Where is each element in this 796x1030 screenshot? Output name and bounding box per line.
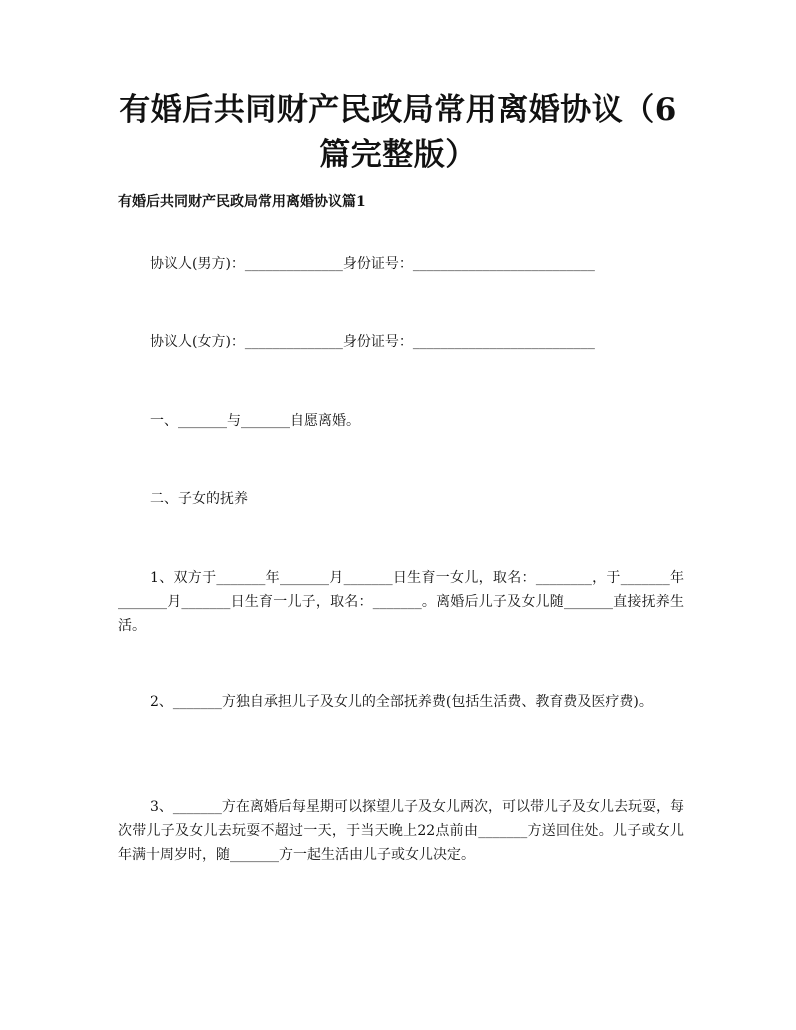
clause-child-support: 2、_______方独自承担儿子及女儿的全部抚养费(包括生活费、教育费及医疗费)。 xyxy=(150,694,653,710)
male-party-line: 协议人(男方)：______________身份证号：__________________________ xyxy=(150,256,595,272)
clause-children-birth: 1、双方于_______年_______月_______日生育一女儿，取名：________，于_______年_______月_______日生育一儿子，取名：_______。离婚后儿子及女儿随_______直接抚养生活。 xyxy=(118,570,684,634)
female-party-line: 协议人(女方)：______________身份证号：__________________________ xyxy=(150,334,595,350)
section-heading: 有婚后共同财产民政局常用离婚协议篇1 xyxy=(118,194,366,210)
clause-voluntary-divorce: 一、_______与_______自愿离婚。 xyxy=(150,413,360,429)
clause-child-custody-heading: 二、子女的抚养 xyxy=(150,491,248,507)
document-title: 有婚后共同财产民政局常用离婚协议（6篇完整版） xyxy=(119,92,677,173)
clause-visitation: 3、_______方在离婚后每星期可以探望儿子及女儿两次，可以带儿子及女儿去玩耍，每次带儿子及女儿去玩耍不超过一天，于当天晚上22点前由_______方送回住处。儿子或女儿年满十周岁时，随_______方一起生活由儿子或女儿决定。 xyxy=(118,799,684,863)
